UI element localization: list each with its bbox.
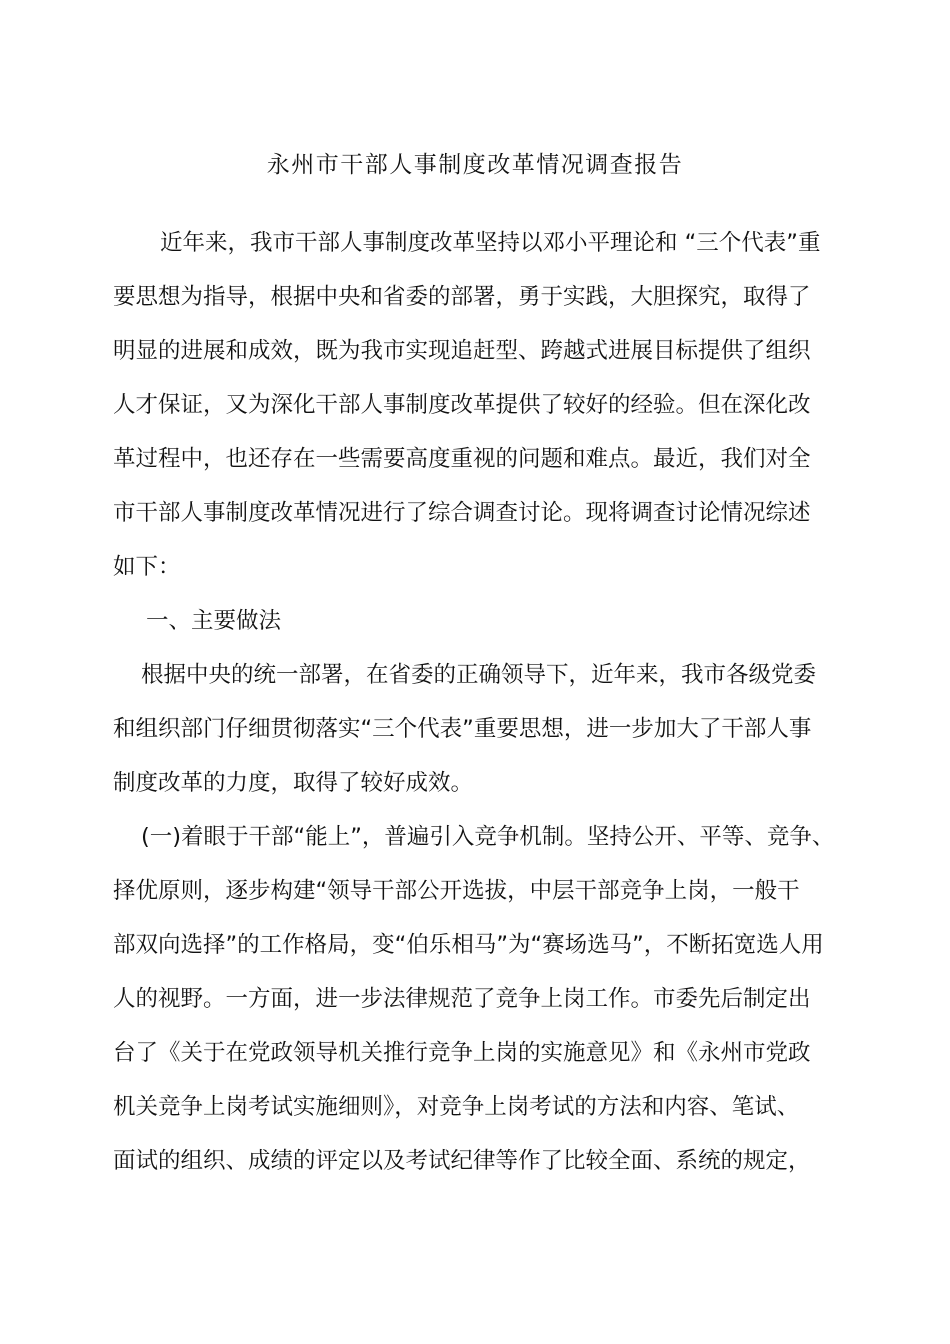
paragraph-line-17: 面试的组织、成绩的评定以及考试纪律等作了比较全面、系统的规定，	[113, 1148, 811, 1174]
paragraph-line-3: 明显的进展和成效，既为我市实现追赶型、跨越式进展目标提供了组织	[113, 338, 811, 364]
section-heading: 一、主要做法	[146, 608, 282, 634]
paragraph-line-7: 如下：	[113, 554, 181, 580]
paragraph-line-1: 近年来，我市干部人事制度改革坚持以邓小平理论和 “三个代表”重	[160, 230, 821, 256]
paragraph-line-16: 机关竞争上岗考试实施细则》，对竞争上岗考试的方法和内容、笔试、	[113, 1094, 800, 1120]
paragraph-line-10: 制度改革的力度，取得了较好成效。	[113, 770, 474, 796]
paragraph-line-5: 革过程中，也还存在一些需要高度重视的问题和难点。最近，我们对全	[113, 446, 811, 472]
paragraph-line-13: 部双向选择”的工作格局，变“伯乐相马”为“赛场选马”，不断拓宽选人用	[113, 932, 824, 958]
paragraph-line-11: (一)着眼于干部“能上”，普遍引入竞争机制。坚持公开、平等、竞争、	[141, 824, 835, 850]
paragraph-line-2: 要思想为指导，根据中央和省委的部署，勇于实践，大胆探究，取得了	[113, 284, 811, 310]
document-title: 永州市干部人事制度改革情况调查报告	[266, 152, 684, 178]
paragraph-line-4: 人才保证，又为深化干部人事制度改革提供了较好的经验。但在深化改	[113, 392, 811, 418]
paragraph-line-6: 市干部人事制度改革情况进行了综合调查讨论。现将调查讨论情况综述	[113, 500, 811, 526]
paragraph-line-12: 择优原则，逐步构建“领导干部公开选拔，中层干部竞争上岗，一般干	[113, 878, 800, 904]
paragraph-line-8: 根据中央的统一部署，在省委的正确领导下，近年来，我市各级党委	[141, 662, 817, 688]
paragraph-line-15: 台了《关于在党政领导机关推行竞争上岗的实施意见》和《永州市党政	[113, 1040, 811, 1066]
paragraph-line-14: 人的视野。一方面，进一步法律规范了竞争上岗工作。市委先后制定出	[113, 986, 811, 1012]
paragraph-line-9: 和组织部门仔细贯彻落实“三个代表”重要思想，进一步加大了干部人事	[113, 716, 812, 742]
